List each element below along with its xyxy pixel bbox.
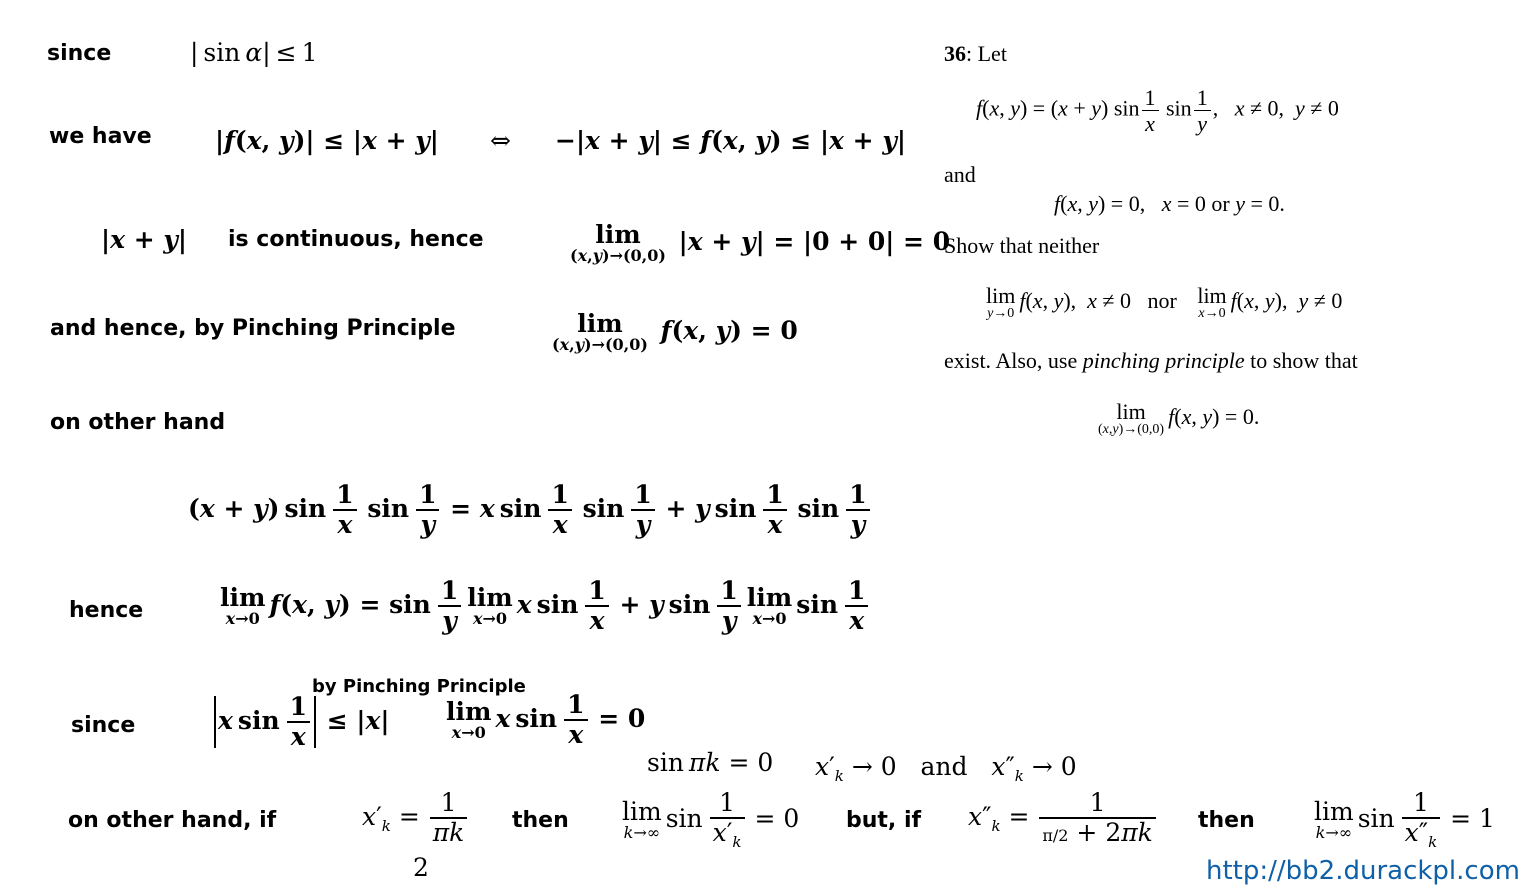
problem-final-limit: lim (x,y)→(0,0) f(x, y) = 0. [1098,399,1260,438]
label-pinching: and hence, by Pinching Principle [50,316,456,341]
problem-and: and [944,162,976,187]
label-other-hand-if: on other hand, if [68,808,277,833]
formula-x-double-prime: $x''_k$ = $\frac{1}{\pi/2 + 2\pi k}$ [968,790,1158,847]
formula-seq-limits: $x'_k \to 0$ and $x''_k \to 0$ [815,752,1077,785]
label-then-2: then [1198,808,1255,833]
note-by-pinching: by Pinching Principle [312,676,526,697]
watermark-url: http://bb2.durackpl.com [1206,856,1520,886]
formula-expansion: (x + y) sin $\frac{1}{x}$ sin $\frac{1}{y}$ = x sin $\frac{1}{x}$ sin $\frac{1}{y}$ + y sin $\frac{1}{x}$ sin $\frac{1}{y}$ [188,482,872,539]
label-but-if: but, if [846,808,922,833]
problem-exist-2: to show that [1244,348,1358,373]
label-hence: hence [69,598,144,623]
formula-abs-xy: |x + y| [101,225,188,254]
formula-xsin-bound: x sin $\frac{1}{x}$ ≤ |x| [212,694,390,751]
label-other-hand: on other hand [50,410,226,435]
problem-exist [944,350,1358,372]
problem-exist-1: exist. Also, use [944,348,1083,373]
problem-show: Show that neither [944,233,1100,258]
formula-lim-f: lim (x,y)→(0,0) f(x, y) = 0 [552,309,798,355]
formula-lim-double-prime: lim k→∞ sin $\frac{1}{x''_k}$ = 1 [1314,788,1495,852]
label-since: since [47,41,112,66]
problem-exist-em: pinching principle [1082,348,1245,373]
problem-number: 36 [944,41,966,66]
formula-lim-prime: lim k→∞ sin $\frac{1}{x'_k}$ = 0 [622,788,800,852]
iff-symbol: ⇔ [490,126,511,155]
formula-lim-abs: lim (x,y)→(0,0) |x + y| = |0 + 0| = 0 [570,220,951,266]
label-then: then [512,808,569,833]
formula-sin-pik: sin πk = 0 [647,748,774,777]
problem-definition: f(x, y) = (x + y) sin $\frac{1}{x}$ sin $\frac{1}{y}$ , x ≠ 0, y ≠ 0 [976,85,1339,137]
stray-digit: 2 [413,853,429,882]
problem-header [944,43,1007,65]
label-continuous: is continuous, hence [228,227,484,252]
problem-intro: : Let [966,41,1007,66]
problem-limits: lim y→0 f(x, y), x ≠ 0 nor lim x→0 f(x, y), y ≠ 0 [986,283,1343,322]
problem-definition-zero: f(x, y) = 0, x = 0 or y = 0. [1054,191,1285,216]
problem-nor: nor [1147,287,1177,313]
formula-lim-xsin: lim x→0 x sin $\frac{1}{x}$ = 0 [446,690,646,750]
label-we-have: we have [49,124,152,149]
formula-sin-bound: | sin α| ≤ 1 [190,38,318,67]
label-since-2: since [71,713,136,738]
formula-f-bound: |f(x, y)| ≤ |x + y| [215,126,439,155]
formula-x-prime: $x'_k$ = $\frac{1}{\pi k}$ [362,790,469,847]
formula-lim-split: lim x→0 f(x, y) = sin $\frac{1}{y}$ lim x→0 x sin $\frac{1}{x}$ + y sin $\frac{1}{y}$ lim x→0 sin $\frac{1}{x}$ [216,578,870,635]
formula-f-sandwich: −|x + y| ≤ f(x, y) ≤ |x + y| [555,126,906,155]
